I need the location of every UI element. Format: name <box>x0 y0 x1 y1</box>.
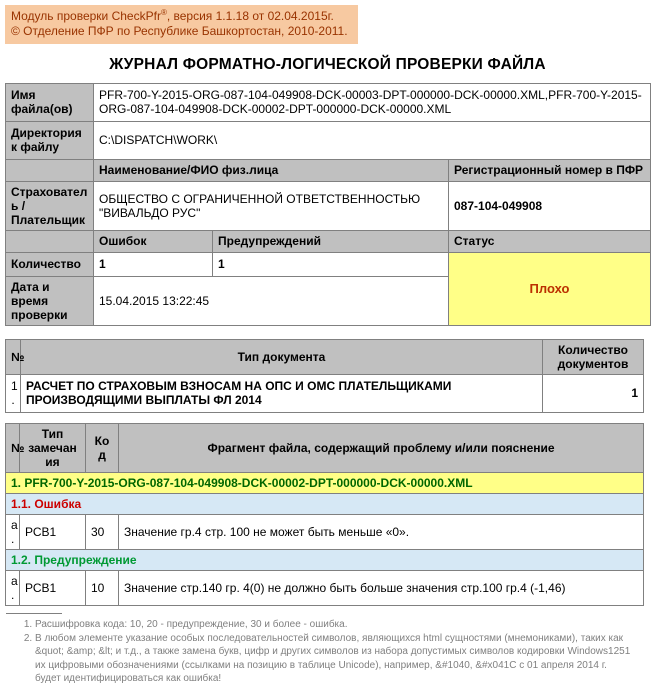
error-item-code: 30 <box>86 514 119 549</box>
doc-num-header: № <box>6 339 21 374</box>
directory-label: Директория к файлу <box>6 121 94 159</box>
errors-header: Ошибок <box>94 230 213 252</box>
error-item-fragment: Значение гр.4 стр. 100 не может быть меньше «0». <box>119 514 644 549</box>
insurer-header-row <box>6 159 651 181</box>
documents-header-row <box>6 339 644 374</box>
warning-item-num: а. <box>6 570 20 605</box>
summary-table <box>5 83 651 326</box>
counts-row <box>6 252 651 276</box>
warning-item-code: 10 <box>86 570 119 605</box>
status-header: Статус <box>449 230 651 252</box>
registered-trademark-symbol: ® <box>160 8 167 17</box>
documents-table <box>5 339 644 413</box>
error-item-type: РСВ1 <box>20 514 86 549</box>
file-name-row <box>6 83 651 121</box>
remarks-file-name: 1. PFR-700-Y-2015-ORG-087-104-049908-DCK-00002-DPT-000000-DCK-00000.XML <box>6 472 644 493</box>
warning-item-row <box>6 570 644 605</box>
remark-num-header: № <box>6 423 20 472</box>
error-section-row <box>6 493 644 514</box>
warning-section-row <box>6 549 644 570</box>
warnings-count: 1 <box>213 252 449 276</box>
remark-fragment-header: Фрагмент файла, содержащий проблему и/или пояснение <box>119 423 644 472</box>
page-title: ЖУРНАЛ ФОРМАТНО-ЛОГИЧЕСКОЙ ПРОВЕРКИ ФАЙЛА <box>109 55 546 73</box>
footnotes <box>5 618 635 685</box>
insurer-name-value: ОБЩЕСТВО С ОГРАНИЧЕННОЙ ОТВЕТСТВЕННОСТЬЮ "ВИВАЛЬДО РУС" <box>94 181 449 230</box>
remarks-table <box>5 423 644 606</box>
document-row <box>6 374 644 412</box>
insurer-row <box>6 181 651 230</box>
doc-type: РАСЧЕТ ПО СТРАХОВЫМ ВЗНОСАМ НА ОПС И ОМС ПЛАТЕЛЬЩИКАМИ ПРОИЗВОДЯЩИМИ ВЫПЛАТЫ ФЛ 2014 <box>21 374 543 412</box>
error-item-row <box>6 514 644 549</box>
doc-type-header: Тип документа <box>21 339 543 374</box>
warning-item-type: РСВ1 <box>20 570 86 605</box>
count-label: Количество <box>6 252 94 276</box>
error-section-title: 1.1. Ошибка <box>6 493 644 514</box>
footnote-separator <box>6 613 62 614</box>
copyright-line: © Отделение ПФР по Республике Башкортостан, 2010-2011. <box>11 24 348 39</box>
remarks-header-row <box>6 423 644 472</box>
file-name-value: PFR-700-Y-2015-ORG-087-104-049908-DCK-00003-DPT-000000-DCK-00000.XML,PFR-700-Y-2015-ORG-087-104-049908-DCK-00002-DPT-000000-DCK-00000.XML <box>94 83 651 121</box>
warning-item-fragment: Значение стр.140 гр. 4(0) не должно быть больше значения стр.100 гр.4 (-1,46) <box>119 570 644 605</box>
remark-type-header: Тип замечания <box>20 423 86 472</box>
module-banner <box>5 5 358 44</box>
remarks-file-row <box>6 472 644 493</box>
footnote-1: 1. Расшифровка кода: 10, 20 - предупреждение, 30 и более - ошибка. <box>35 618 635 631</box>
status-badge: Плохо <box>449 252 651 325</box>
regnum-header: Регистрационный номер в ПФР <box>449 159 651 181</box>
empty-header-cell <box>6 159 94 181</box>
regnum-value: 087-104-049908 <box>449 181 651 230</box>
doc-count: 1 <box>543 374 644 412</box>
module-version-line: Модуль проверки CheckPfr®, версия 1.1.18 от 02.04.2015г. <box>11 8 334 23</box>
directory-value: C:\DISPATCH\WORK\ <box>94 121 651 159</box>
empty-header-cell <box>6 230 94 252</box>
file-name-label: Имя файла(ов) <box>6 83 94 121</box>
footnote-2: 2. В любом элементе указание особых последовательностей символов, являющихся html сущностями (мнемониками), таких как &quot; &amp; &lt; и т.д., а также замена букв, цифр и других символов из набора допустимых символов кодировки Windows1251 их цифровыми обозначениями (ссылками на позицию в таблице Unicode), например, &#1040, &#x041C с 01 апреля 2014 г. будет идентифицироваться как ошибка! <box>35 632 635 685</box>
warning-section-title: 1.2. Предупреждение <box>6 549 644 570</box>
warnings-header: Предупреждений <box>213 230 449 252</box>
doc-num: 1. <box>6 374 21 412</box>
directory-row <box>6 121 651 159</box>
error-item-num: а. <box>6 514 20 549</box>
counts-header-row <box>6 230 651 252</box>
remark-code-header: Код <box>86 423 119 472</box>
datetime-label: Дата и время проверки <box>6 276 94 325</box>
doc-count-header: Количество документов <box>543 339 644 374</box>
insurer-name-header: Наименование/ФИО физ.лица <box>94 159 449 181</box>
datetime-value: 15.04.2015 13:22:45 <box>94 276 449 325</box>
insurer-label: Страхователь / Плательщик <box>6 181 94 230</box>
errors-count: 1 <box>94 252 213 276</box>
